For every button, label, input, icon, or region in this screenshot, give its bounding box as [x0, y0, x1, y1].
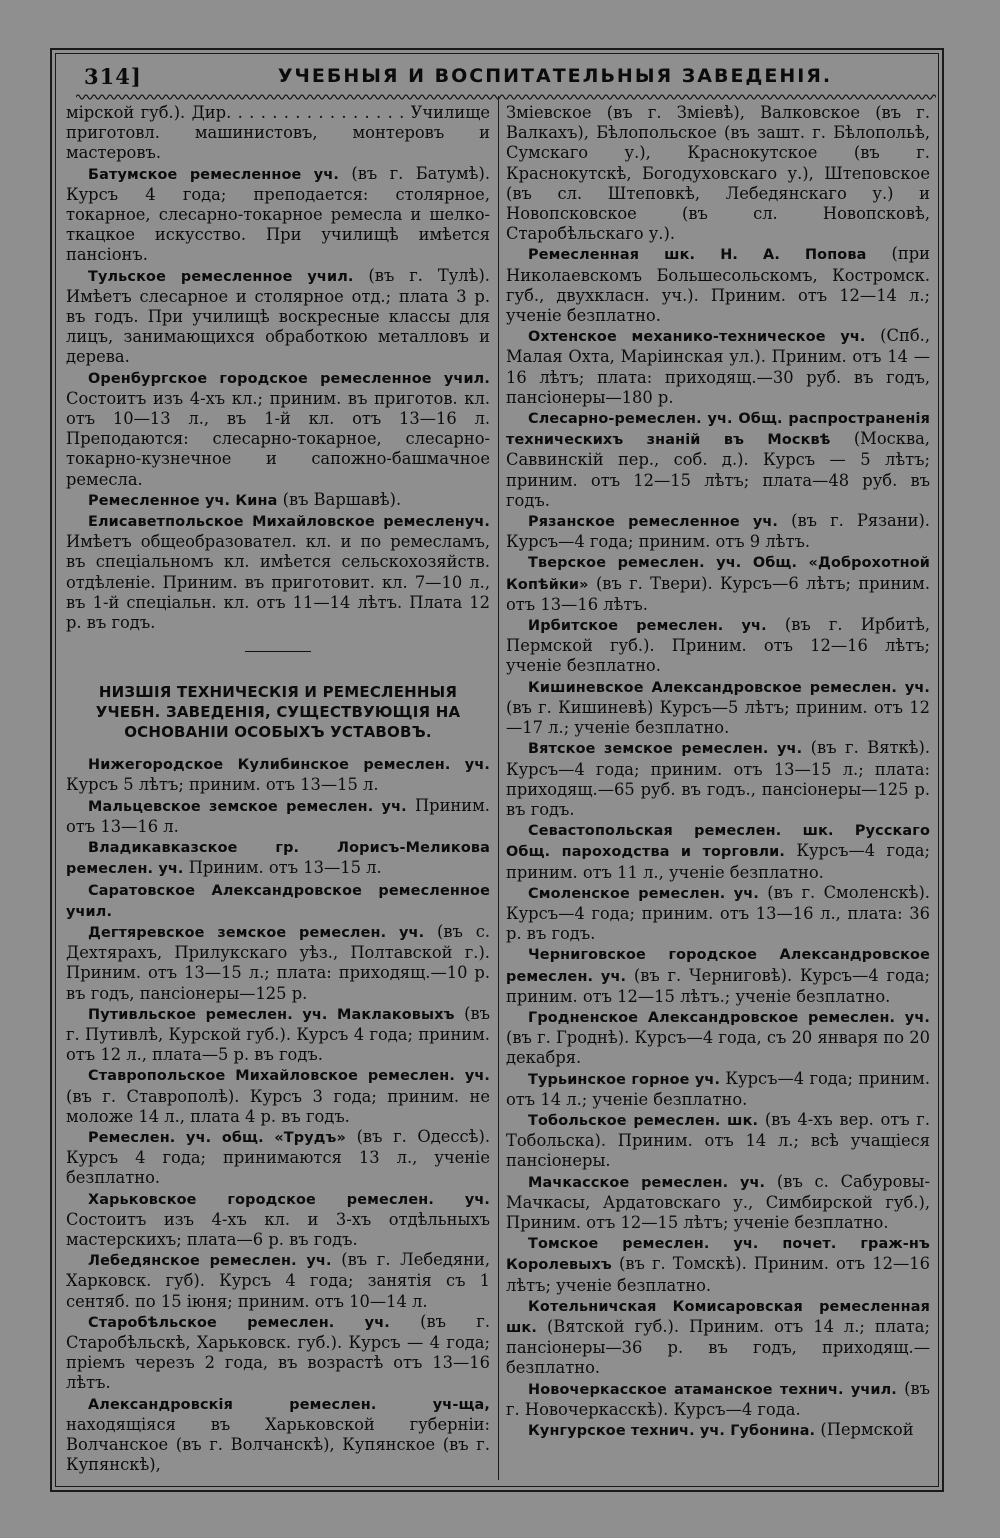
entry-text: (въ г. Тулѣ). Имѣетъ слесарное и столярное отд.; плата 3 р. въ годъ. При училищѣ воскресные классы для лицъ, занимающихся обработкою металловъ и дерева. [66, 265, 490, 367]
entry [66, 1127, 490, 1189]
institution-name: Томское ремеслен. уч. почет. граж-нъ Королевыхъ [506, 1236, 930, 1274]
institution-name: Кишиневское Александровское ремеслен. уч. [528, 679, 930, 696]
entry-text: Зміевское (въ г. Зміевѣ), Валковское (въ г. Валкахъ), Бѣлопольское (въ зашт. г. Бѣлопольѣ, Сумскаго у.), Краснокутское (въ г. Краснокутскѣ, Богодуховскаго у.), Штеповское (въ сл. Штеповкѣ, Лебедянскаго у.) и Новопсковское (въ сл. Новопсковѣ, Старобѣльскаго у.). [506, 103, 930, 244]
institution-name: Батумское ремесленное уч. [88, 166, 339, 183]
institution-name: Ремеслен. уч. общ. «Трудъ» [88, 1129, 346, 1146]
institution-name: Смоленское ремеслен. уч. [528, 885, 759, 902]
entry [66, 1312, 490, 1394]
entry [506, 1379, 930, 1420]
entry [66, 266, 490, 368]
entry-text: (въ г. Рязани). Курсъ—4 года; приним. отъ 9 лѣтъ. [506, 511, 930, 552]
entry [66, 880, 490, 922]
entry-text: (въ г. Новочеркасскѣ). Курсъ—4 года. [506, 1378, 930, 1419]
institution-name: Турьинское горное уч. [528, 1071, 721, 1088]
entry-text: Курсъ—4 года; приним. отъ 14 л.; ученіе безплатно. [506, 1068, 930, 1109]
page-header [50, 60, 940, 92]
entry-text: (Пермской [815, 1420, 914, 1439]
entry-text: (въ г. Путивлѣ, Курской губ.). Курсъ 4 года; приним. отъ 12 л., плата—5 р. въ годъ. [66, 1003, 490, 1065]
entry [506, 326, 930, 408]
entry-text: (въ с. Дехтярахъ, Прилукскаго уѣз., Полтавской г.). Приним. отъ 13—15 л.; плата: приходящ.—10 р. въ годъ, пансіонеры—125 р. [66, 921, 490, 1003]
entry-text: (въ г. Гроднѣ). Курсъ—4 года, съ 20 января по 20 декабря. [506, 1028, 930, 1068]
entry [66, 796, 490, 837]
left-column [66, 103, 490, 1475]
institution-name: Дегтяревское земское ремеслен. уч. [88, 924, 425, 941]
entry [506, 820, 930, 883]
institution-name: Тульское ремесленное учил. [88, 268, 354, 285]
entry [506, 1007, 930, 1069]
institution-name: Вятское земское ремеслен. уч. [528, 741, 803, 758]
institution-name: Новочеркасское атаманское технич. учил. [528, 1381, 897, 1398]
institution-name: Ирбитское ремеслен. уч. [528, 618, 767, 635]
entry-text: Курсъ—4 года; приним. отъ 11 л., ученіе безплатно. [506, 841, 931, 882]
entry-text: мірской губ.). Дир. . . . . . . . . . . . . . . . Училище приготовл. машинистовъ, монтеровъ и мастеровъ. [66, 103, 490, 163]
entry-text: (въ г. Вяткѣ). Курсъ—4 года; приним. отъ 13—15 л.; плата: приходящ.—65 руб. въ годъ., пансіонеры—125 р. въ годъ. [506, 738, 930, 819]
entry-text: (въ г. Кишиневѣ) Курсъ—5 лѣтъ; приним. отъ 12—17 л.; ученіе безплатно. [506, 697, 930, 738]
institution-name: Мальцевское земское ремеслен. уч. [88, 798, 407, 815]
entry [66, 490, 490, 511]
right-entries [506, 103, 930, 1441]
entry [66, 511, 490, 633]
entry-text: (въ Варшавѣ). [277, 489, 402, 509]
left-entries-bottom [66, 754, 490, 1475]
entry-text: Имѣетъ общеобразовател. кл. и по ремесламъ, въ спеціальномъ кл. имѣется сельскохозяйств. отдѣленіе. Приним. въ приготовит. кл. 7—10 л., въ 1-й спеціальн. кл. отъ 11—14 лѣтъ. Плата 12 р. въ годъ. [66, 532, 490, 633]
entry [66, 1065, 490, 1127]
entry [66, 922, 490, 1004]
entry [66, 1394, 490, 1476]
institution-name: Путивльское ремеслен. уч. Маклаковыхъ [88, 1006, 455, 1023]
entry-text: (при Николаевскомъ Большесольскомъ, Костромск. губ., двухкласн. уч.). Приним. отъ 12—14 л.; ученіе безплатно. [506, 244, 930, 326]
institution-name: Гродненское Александровское ремеслен. уч. [528, 1009, 930, 1026]
entry [506, 511, 930, 552]
entry [506, 244, 930, 326]
entry-text: Состоитъ изъ 4-хъ кл. и 3-хъ отдѣльныхъ мастерскихъ; плата—6 р. въ годъ. [66, 1209, 490, 1249]
entry [506, 1420, 930, 1441]
entry [66, 837, 490, 879]
institution-name: Мачкасское ремеслен. уч. [528, 1174, 766, 1191]
entry [506, 677, 930, 739]
institution-name: Котельничская Комисаровская ремесленная шк. [506, 1298, 930, 1336]
institution-name: Севастопольская ремеслен. шк. Русскаго Общ. пароходства и торговли. [506, 823, 930, 861]
institution-name: Охтенское механико-техническое уч. [528, 329, 866, 346]
entry-text: (въ г. Томскѣ). Приним. отъ 12—16 лѣтъ; ученіе безплатно. [506, 1254, 930, 1295]
entry [506, 883, 930, 945]
entry [66, 1250, 490, 1312]
right-column [506, 103, 930, 1441]
entry-text: Приним. отъ 13—15 л. [183, 858, 382, 878]
institution-name: Саратовское Александровское ремесленное учил. [66, 882, 490, 920]
entry-text: Приним. отъ 13—16 л. [66, 795, 490, 836]
entry-text: находящіяся въ Харьковской губерніи: Волчанское (въ г. Волчанскѣ), Купянское (въ г. Купянскѣ), [66, 1414, 490, 1475]
entry-text: Курсъ 5 лѣтъ; приним. отъ 13—15 л. [66, 775, 379, 795]
institution-name: Ремесленная шк. Н. А. Попова [528, 247, 867, 264]
institution-name: Кунгурское технич. уч. Губонина. [528, 1423, 816, 1439]
institution-name: Ремесленное уч. Кина [88, 492, 278, 509]
entry [506, 1172, 930, 1234]
entry-text: (въ г. Лебедяни, Харковск. губ). Курсъ 4 года; занятія съ 1 сентяб. по 15 іюня; приним. отъ 10—14 л. [66, 1250, 490, 1311]
institution-name: Старобѣльское ремеслен. уч. [88, 1314, 390, 1331]
entry [66, 1189, 490, 1251]
entry [66, 1004, 490, 1066]
institution-name: Черниговское городское Александровское ремеслен. уч. [506, 947, 930, 985]
entry [66, 368, 490, 490]
running-title: УЧЕБНЫЯ И ВОСПИТАТЕЛЬНЫЯ ЗАВЕДЕНІЯ. [277, 65, 833, 87]
entry-text: Состоитъ изъ 4-хъ кл.; приним. въ приготов. кл. отъ 10—13 л., въ 1-й кл. отъ 13—16 л. Преподаются: слесарно-токарное, слесарно-токарно-кузнечное и сапожно-башмачное ремесла. [66, 388, 490, 489]
entry [506, 1110, 930, 1172]
entry-text: (Спб., Малая Охта, Маріинская ул.). Приним. отъ 14 — 16 лѣтъ; плата: приходящ.—30 руб. въ годъ, пансіонеры—180 р. [506, 326, 930, 407]
institution-name: Рязанское ремесленное уч. [528, 514, 779, 531]
entry [506, 944, 930, 1007]
institution-name: Слесарно-ремеслен. уч. Общ. распространенія техническихъ знаній въ Москвѣ [506, 411, 930, 449]
column-divider [498, 96, 499, 1480]
institution-name: Харьковское городское ремеслен. уч. [88, 1191, 490, 1208]
entry-text: (въ г. Ставрополѣ). Курсъ 3 года; приним. не моложе 14 л., плата 4 р. въ годъ. [66, 1086, 490, 1126]
entry-text: (Москва, Саввинскій пер., соб. д.). Курсъ — 5 лѣтъ; приним. отъ 12—15 лѣтъ; плата—48 руб. въ годъ. [506, 429, 930, 510]
institution-name: Ставропольское Михайловское ремеслен. уч. [88, 1068, 490, 1085]
institution-name: Лебедянское ремеслен. уч. [88, 1253, 332, 1270]
institution-name: Елисаветпольское Михайловское ремесленуч. [88, 514, 490, 531]
institution-name: Оренбургское городское ремесленное учил. [88, 370, 490, 387]
entry [506, 552, 930, 615]
entry-text: (въ г. Смоленскѣ). Курсъ—4 года; приним. отъ 13—16 л., плата: 36 р. въ годъ. [506, 882, 930, 944]
section-heading: НИЗШІЯ ТЕХНИЧЕСКІЯ И РЕМЕСЛЕННЫЯ УЧЕБН. ЗАВЕДЕНІЯ, СУЩЕСТВУЮЩІЯ НА ОСНОВАНІИ ОСОБЫХЪ УСТАВОВЪ. [95, 683, 461, 742]
entry [506, 738, 930, 820]
entry [506, 615, 930, 677]
entry-text: (въ г. Старобѣльскѣ, Харьковск. губ.). Курсъ — 4 года; пріемъ черезъ 2 года, въ возрастѣ отъ 13—16 лѣтъ. [66, 1311, 490, 1393]
entry [66, 754, 490, 795]
wavy-rule [76, 92, 936, 102]
institution-name: Тобольское ремеслен. шк. [528, 1112, 759, 1129]
institution-name: Александровскія ремеслен. уч-ща, [88, 1396, 490, 1413]
entry-text: (въ г. Одессѣ). Курсъ 4 года; принимаются 13 л., ученіе безплатно. [66, 1126, 490, 1188]
institution-name: Владикавказское гр. Лорисъ-Меликова ремеслен. уч. [66, 840, 490, 878]
section-rule [245, 651, 311, 652]
entry-text: (Вятской губ.). Приним. отъ 14 л.; плата; пансіонеры—36 р. въ годъ, приходящ.—безплатно. [506, 1316, 930, 1378]
institution-name: Нижегородское Кулибинское ремеслен. уч. [88, 757, 490, 774]
entry-text: (въ г. Твери). Курсъ—6 лѣтъ; приним. отъ 13—16 лѣтъ. [506, 573, 930, 614]
entry [66, 164, 490, 266]
entry [506, 1233, 930, 1296]
entry-text: (въ г. Ирбитѣ, Пермской губ.). Приним. отъ 12—16 лѣтъ; ученіе безплатно. [506, 615, 930, 676]
entry-text: (въ г. Черниговѣ). Курсъ—4 года; приним. отъ 12—15 лѣтъ.; ученіе безплатно. [506, 965, 930, 1006]
entry [506, 1069, 930, 1110]
entry-text: (въ с. Сабуровы-Мачкасы, Ардатовскаго у., Симбирской губ.), Приним. отъ 12—15 лѣтъ; ученіе безплатно. [506, 1171, 930, 1232]
entry-text: (въ 4-хъ вер. отъ г. Тобольска). Приним. отъ 14 л.; всѣ учащіеся пансіонеры. [506, 1109, 930, 1171]
entry [506, 1296, 930, 1379]
left-entries-top [66, 103, 490, 633]
entry-text: (въ г. Батумѣ). Курсъ 4 года; преподается: столярное, токарное, слесарно-токарное ремесла и шелко-ткацкое искусство. При училищѣ имѣется пансіонъ. [66, 163, 490, 265]
institution-name: Тверское ремеслен. уч. Общ. «Доброхотной Копѣйки» [506, 555, 930, 593]
entry [506, 408, 930, 511]
page-number: 314] [84, 64, 142, 89]
entry [506, 103, 930, 244]
entry [66, 103, 490, 164]
